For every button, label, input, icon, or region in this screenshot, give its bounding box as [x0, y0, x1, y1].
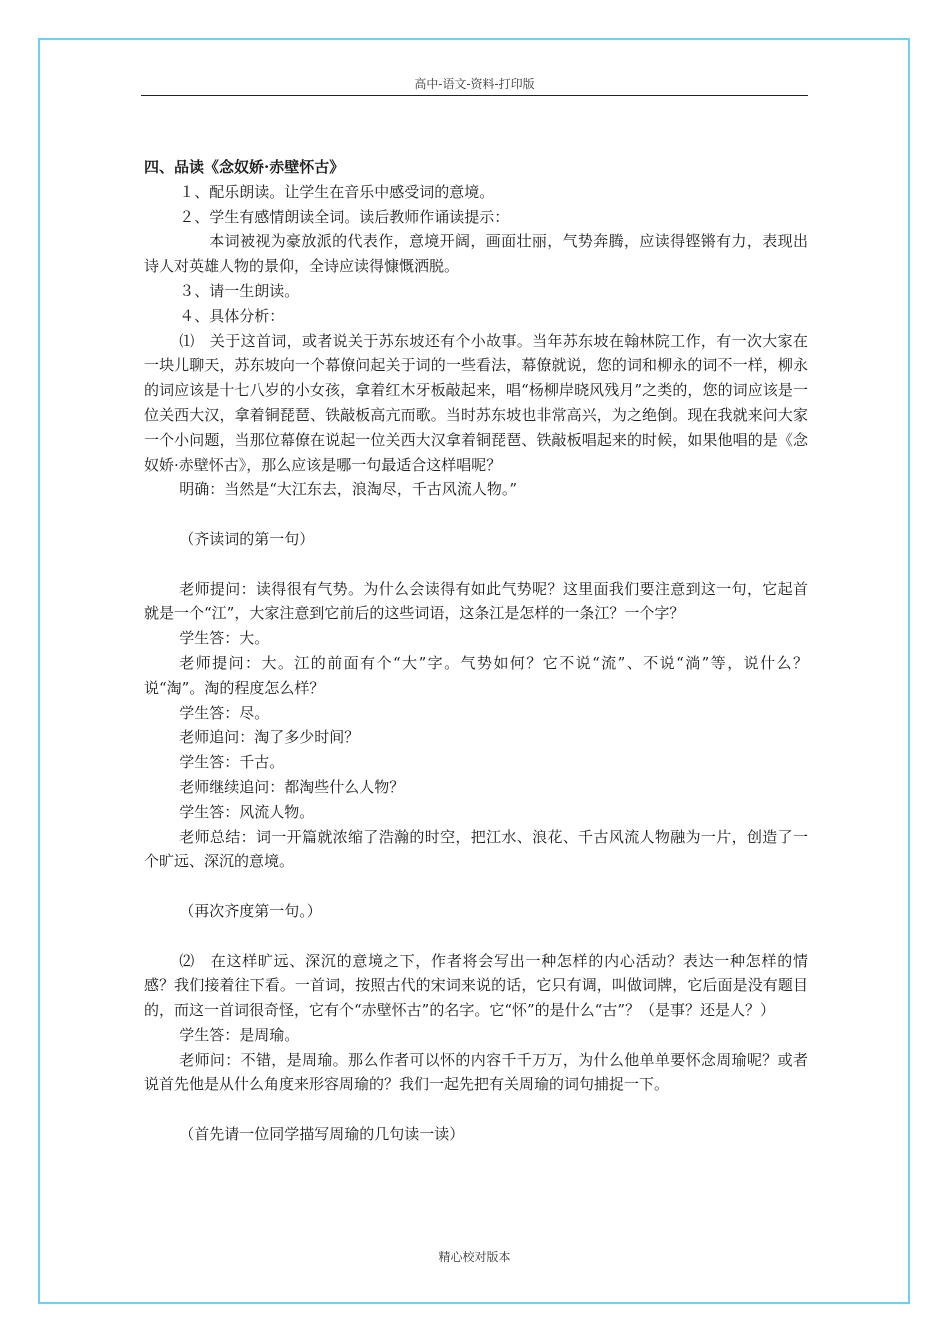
paragraph: 老师总结：词一开篇就浓缩了浩瀚的时空，把江水、浪花、千古风流人物融为一片，创造了一个旷远、深沉的意境。	[144, 827, 808, 871]
paragraph: 学生答：是周瑜。	[179, 1025, 300, 1044]
paragraph: （齐读词的第一句）	[179, 529, 315, 548]
paragraph: 学生答：千古。	[179, 753, 285, 772]
paragraph: ４、具体分析：	[179, 306, 285, 325]
paragraph: 明确：当然是“大江东去，浪淘尽，千古风流人物。”	[179, 480, 518, 499]
paragraph: ３、请一生朗读。	[179, 281, 300, 300]
section-heading: 四、品读《念奴娇·赤壁怀古》	[144, 158, 345, 176]
paragraph: 学生答：大。	[179, 629, 270, 648]
paragraph: （再次齐度第一句。）	[179, 901, 322, 920]
document-body	[144, 155, 808, 1147]
paragraph: ⑴ 关于这首词，或者说关于苏东坡还有个小故事。当年苏东坡在翰林院工作，有一次大家在一块儿聊天，苏东坡向一个幕僚问起关于词的一些看法，幕僚就说，您的词和柳永的词不一样，柳永的词应该是十七八岁的小女孩，拿着红木牙板敲起来，唱“杨柳岸晓风残月”之类的，您的词应该是一位关西大汉，拿着铜琵琶、铁敲板高亢而歌。当时苏东坡也非常高兴，为之绝倒。现在我就来问大家一个小问题，当那位幕僚在说起一位关西大汉拿着铜琵琶、铁敲板唱起来的时候，如果他唱的是《念奴娇·赤壁怀古》，那么应该是哪一句最适合这样唱呢？	[144, 331, 808, 474]
blank-line	[144, 874, 808, 899]
blank-line	[144, 552, 808, 577]
paragraph: ⑵ 在这样旷远、深沉的意境之下，作者将会写出一种怎样的内心活动？表达一种怎样的情感？我们接着往下看。一首词，按照古代的宋词来说的话，它只有调，叫做词牌，它后面是没有题目的，而这一首词很奇怪，它有个“赤壁怀古”的名字。它“怀”的是什么“古”？（是事？还是人？）	[144, 951, 808, 1020]
paragraph: 老师提问：大。江的前面有个“大”字。气势如何？它不说“流”、不说“淌”等，说什么？说“淘”。淘的程度怎么样？	[144, 653, 808, 697]
paragraph: 学生答：风流人物。	[179, 802, 315, 821]
page-footer: 精心校对版本	[438, 1250, 511, 1264]
paragraph: 学生答：尽。	[179, 703, 270, 722]
paragraph: 老师继续追问：都淘些什么人物？	[179, 777, 405, 796]
blank-line	[144, 502, 808, 527]
paragraph: （首先请一位同学描写周瑜的几句读一读）	[179, 1125, 465, 1144]
paragraph: 老师问：不错，是周瑜。那么作者可以怀的内容千千万万，为什么他单单要怀念周瑜呢？或者说首先他是从什么角度来形容周瑜的？我们一起先把有关周瑜的词句捕捉一下。	[144, 1050, 808, 1094]
blank-line	[144, 1097, 808, 1122]
paragraph: 本词被视为豪放派的代表作，意境开阔，画面壮丽，气势奔腾，应读得铿锵有力，表现出诗人对英雄人物的景仰，全诗应读得慷慨洒脱。	[144, 232, 808, 276]
paragraph: ２、学生有感情朗读全词。读后教师作诵读提示：	[179, 207, 510, 226]
paragraph: 老师追问：淘了多少时间？	[179, 728, 360, 747]
page-header: 高中-语文-资料-打印版	[141, 76, 808, 96]
paragraph: 老师提问：读得很有气势。为什么会读得有如此气势呢？这里面我们要注意到这一句，它起首就是一个“江”，大家注意到它前后的这些词语，这条江是怎样的一条江？一个字？	[144, 579, 808, 623]
paragraph: １、配乐朗读。让学生在音乐中感受词的意境。	[179, 182, 495, 201]
blank-line	[144, 924, 808, 949]
